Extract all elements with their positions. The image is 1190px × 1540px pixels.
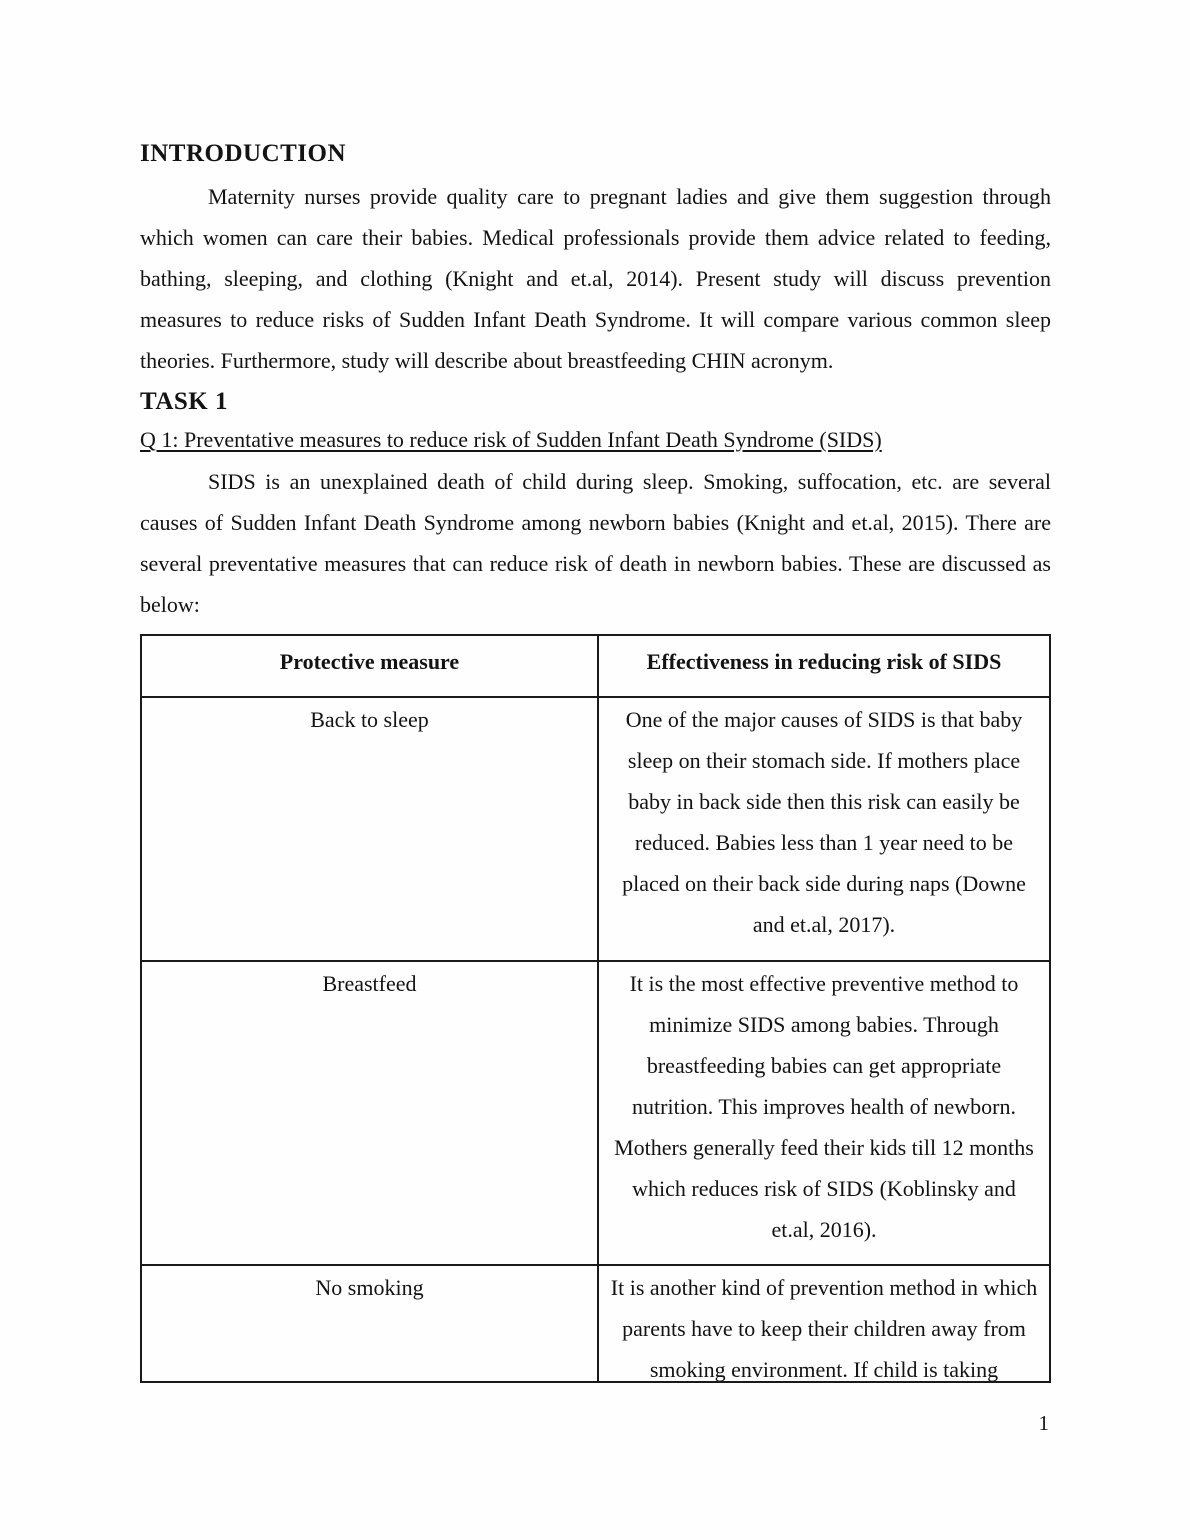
effectiveness-cell (598, 697, 1050, 961)
measure-cell (141, 961, 598, 1265)
measure-cell (141, 1265, 598, 1382)
column-header-effectiveness: Effectiveness in reducing risk of SIDS (598, 635, 1050, 697)
effectiveness-cell (598, 961, 1050, 1265)
table-row (141, 1265, 1050, 1382)
column-header-protective-measure: Protective measure (141, 635, 598, 697)
measure-text: Back to sleep (310, 707, 429, 732)
table-row (141, 961, 1050, 1265)
page-number: 1 (1038, 1411, 1049, 1435)
effectiveness-text: It is the most effective preventive method to minimize SIDS among babies. Through breastfeeding babies can get appropriate nutrition. This improves health of newborn. Mothers generally feed their kids till 12 months which reduces risk of SIDS (Koblinsky and et.al, 2016). (614, 971, 1034, 1242)
effectiveness-cell (598, 1265, 1050, 1382)
task-paragraph: SIDS is an unexplained death of child during sleep. Smoking, suffocation, etc. are several causes of Sudden Infant Death Syndrome among newborn babies (Knight and et.al, 2015). There are several preventative measures that can reduce risk of death in newborn babies. These are discussed as below: (140, 469, 1051, 617)
measure-cell (141, 697, 598, 961)
task-heading: TASK 1 (140, 388, 228, 415)
table-header-row (141, 635, 1050, 697)
intro-paragraph: Maternity nurses provide quality care to pregnant ladies and give them suggestion through which women can care their babies. Medical professionals provide them advice related to feeding, bathing, sleeping, and clothing (Knight and et.al, 2014). Present study will discuss prevention measures to reduce risks of Sudden Infant Death Syndrome. It will compare various common sleep theories. Furthermore, study will describe about breastfeeding CHIN acronym. (140, 184, 1051, 373)
question-heading: Q 1: Preventative measures to reduce risk of Sudden Infant Death Syndrome (SIDS) (140, 427, 882, 452)
sids-measures-table (140, 634, 1051, 1383)
document-content (140, 0, 1051, 1383)
measure-text: Breastfeed (322, 971, 417, 996)
intro-heading: INTRODUCTION (140, 140, 347, 167)
effectiveness-text: It is another kind of prevention method in which parents have to keep their children away from smoking environment. If child is taking (610, 1275, 1038, 1381)
table-row (141, 697, 1050, 961)
measure-text: No smoking (315, 1275, 424, 1300)
effectiveness-text: One of the major causes of SIDS is that baby sleep on their stomach side. If mothers place baby in back side then this risk can easily be reduced. Babies less than 1 year need to be placed on their back side during naps (Downe and et.al, 2017). (622, 707, 1026, 937)
